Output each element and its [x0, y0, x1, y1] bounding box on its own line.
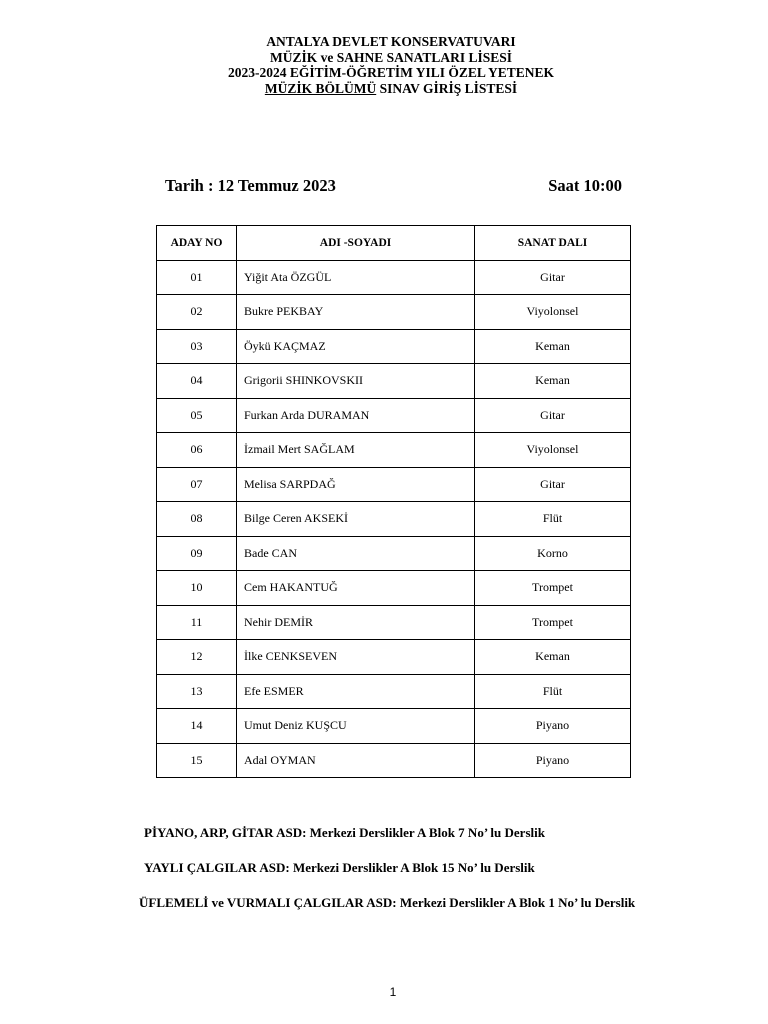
cell-aday-no: 06	[157, 433, 237, 468]
cell-aday-no: 02	[157, 295, 237, 330]
location-piyano-arp-gitar: PİYANO, ARP, GİTAR ASD: Merkezi Derslikler A Blok 7 No’ lu Derslik	[144, 825, 545, 840]
cell-sanat-dali: Piyano	[475, 743, 631, 778]
cell-adi-soyadi: Umut Deniz KUŞCU	[237, 709, 475, 744]
department-name: MÜZİK BÖLÜMÜ	[264, 80, 377, 96]
cell-sanat-dali: Piyano	[475, 709, 631, 744]
cell-aday-no: 15	[157, 743, 237, 778]
cell-sanat-dali: Korno	[475, 536, 631, 571]
cell-adi-soyadi: Adal OYMAN	[237, 743, 475, 778]
cell-adi-soyadi: Efe ESMER	[237, 674, 475, 709]
cell-adi-soyadi: Nehir DEMİR	[237, 605, 475, 640]
cell-adi-soyadi: Cem HAKANTUĞ	[237, 571, 475, 606]
cell-adi-soyadi: Bade CAN	[237, 536, 475, 571]
column-header-adi-soyadi: ADI -SOYADI	[237, 226, 475, 261]
list-title	[0, 81, 768, 97]
cell-aday-no: 09	[157, 536, 237, 571]
cell-sanat-dali: Keman	[475, 364, 631, 399]
table-row	[157, 502, 631, 537]
cell-aday-no: 03	[157, 329, 237, 364]
cell-adi-soyadi: İzmail Mert SAĞLAM	[237, 433, 475, 468]
document-header	[0, 34, 768, 96]
cell-sanat-dali: Flüt	[475, 674, 631, 709]
cell-adi-soyadi: İlke CENKSEVEN	[237, 640, 475, 675]
cell-aday-no: 05	[157, 398, 237, 433]
cell-aday-no: 10	[157, 571, 237, 606]
cell-sanat-dali: Gitar	[475, 467, 631, 502]
cell-sanat-dali: Trompet	[475, 605, 631, 640]
cell-sanat-dali: Viyolonsel	[475, 295, 631, 330]
table-row	[157, 640, 631, 675]
column-header-sanat-dali: SANAT DALI	[475, 226, 631, 261]
cell-aday-no: 14	[157, 709, 237, 744]
cell-adi-soyadi: Grigorii SHINKOVSKII	[237, 364, 475, 399]
table-row	[157, 398, 631, 433]
column-header-aday-no: ADAY NO	[157, 226, 237, 261]
institution-name: ANTALYA DEVLET KONSERVATUVARI	[266, 34, 516, 49]
list-title-rest: SINAV GİRİŞ LİSTESİ	[376, 80, 518, 96]
cell-aday-no: 12	[157, 640, 237, 675]
exam-time: Saat 10:00	[548, 176, 622, 195]
cell-aday-no: 13	[157, 674, 237, 709]
location-uflemeli-vurmali: ÜFLEMELİ ve VURMALI ÇALGILAR ASD: Merkezi Derslikler A Blok 1 No’ lu Derslik	[139, 895, 636, 910]
cell-sanat-dali: Flüt	[475, 502, 631, 537]
table-row	[157, 260, 631, 295]
candidate-table	[156, 225, 631, 778]
exam-date: Tarih : 12 Temmuz 2023	[165, 176, 336, 195]
table-row	[157, 364, 631, 399]
exam-date-line	[165, 176, 622, 196]
cell-aday-no: 08	[157, 502, 237, 537]
location-yayli-calgilar: YAYLI ÇALGILAR ASD: Merkezi Derslikler A Blok 15 No’ lu Derslik	[144, 860, 535, 875]
table-row	[157, 329, 631, 364]
cell-sanat-dali: Viyolonsel	[475, 433, 631, 468]
cell-aday-no: 11	[157, 605, 237, 640]
table-row	[157, 743, 631, 778]
table-header-row	[157, 226, 631, 261]
table-row	[157, 709, 631, 744]
table-row	[157, 571, 631, 606]
school-name: MÜZİK ve SAHNE SANATLARI LİSESİ	[269, 49, 513, 65]
table-row	[157, 433, 631, 468]
cell-aday-no: 07	[157, 467, 237, 502]
cell-sanat-dali: Trompet	[475, 571, 631, 606]
cell-sanat-dali: Gitar	[475, 398, 631, 433]
cell-adi-soyadi: Furkan Arda DURAMAN	[237, 398, 475, 433]
table-row	[157, 467, 631, 502]
cell-adi-soyadi: Yiğit Ata ÖZGÜL	[237, 260, 475, 295]
table-row	[157, 674, 631, 709]
cell-aday-no: 04	[157, 364, 237, 399]
cell-sanat-dali: Keman	[475, 329, 631, 364]
cell-adi-soyadi: Melisa SARPDAĞ	[237, 467, 475, 502]
cell-adi-soyadi: Öykü KAÇMAZ	[237, 329, 475, 364]
table-row	[157, 295, 631, 330]
cell-aday-no: 01	[157, 260, 237, 295]
table-row	[157, 536, 631, 571]
cell-adi-soyadi: Bilge Ceren AKSEKİ	[237, 502, 475, 537]
table-row	[157, 605, 631, 640]
academic-year-title: 2023-2024 EĞİTİM-ÖĞRETİM YILI ÖZEL YETENEK	[227, 65, 555, 80]
cell-sanat-dali: Gitar	[475, 260, 631, 295]
cell-sanat-dali: Keman	[475, 640, 631, 675]
page-number: 1	[389, 985, 397, 999]
cell-adi-soyadi: Bukre PEKBAY	[237, 295, 475, 330]
